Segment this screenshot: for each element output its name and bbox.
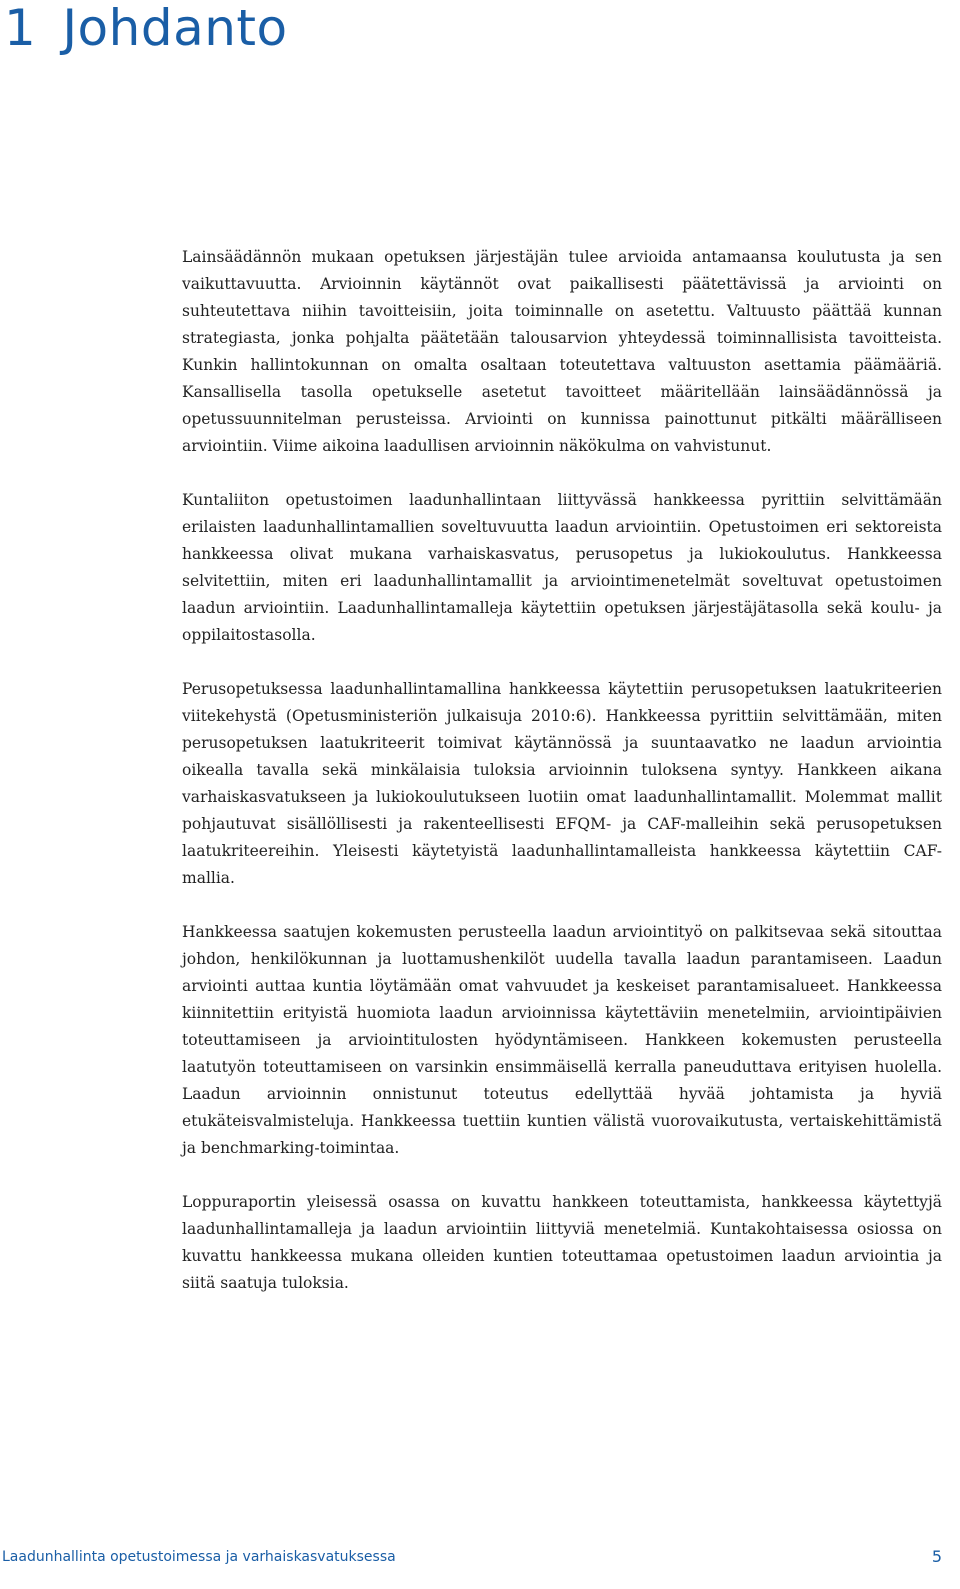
paragraph-1: Lainsäädännön mukaan opetuksen järjestäjän tulee arvioida antamaansa koulutusta ja sen vaikuttavuutta. Arvioinnin käytännöt ovat paikallisesti päätettävissä ja arviointi on suhteutettava niihin tavoitteisiin, joita toiminnalle on asetettu. Valtuusto päättää kunnan strategiasta, jonka pohjalta päätetään talousarvion yhteydessä toiminnallisista tavoitteista. Kunkin hallintokunnan on omalta osaltaan toteutettava valtuuston asettamia päämääriä. Kansallisella tasolla opetukselle asetetut tavoitteet määritellään lainsäädännössä ja opetussuunnitelman perusteissa. Arviointi on kunnissa painottunut pitkälti määrälliseen arviointiin. Viime aikoina laadullisen arvioinnin näkökulma on vahvistunut. xyxy=(182,248,942,455)
page-number: 5 xyxy=(931,1547,942,1566)
chapter-heading xyxy=(4,0,288,56)
paragraph-5: Loppuraportin yleisessä osassa on kuvattu hankkeen toteuttamista, hankkeessa käytettyjä laadunhallintamalleja ja laadun arviointiin liittyviä menetelmiä. Kuntakohtaisessa osiossa on kuvattu hankkeessa mukana olleiden kuntien toteuttamaa opetustoimen laadun arviointia ja siitä saatuja tuloksia. xyxy=(182,1193,942,1292)
paragraph-4: Hankkeessa saatujen kokemusten perusteella laadun arviointityö on palkitsevaa sekä sitouttaa johdon, henkilökunnan ja luottamushenkilöt uudella tavalla laadun parantamiseen. Laadun arviointi auttaa kuntia löytämään omat vahvuudet ja keskeiset parantamisalueet. Hankkeessa kiinnitettiin erityistä huomiota laadun arvioinnissa käytettäviin menetelmiin, arviointipäivien toteuttamiseen ja arviointitulosten hyödyntämiseen. Hankkeen kokemusten perusteella laatutyön toteuttamiseen on varsinkin ensimmäisellä kerralla paneuduttava erityisen huolella. Laadun arvioinnin onnistunut toteutus edellyttää hyvää johtamista ja hyviä etukäteisvalmisteluja. Hankkeessa tuettiin kuntien välistä vuorovaikutusta, vertaiskehittämistä ja benchmarking-toimintaa. xyxy=(182,923,942,1157)
body-text xyxy=(182,244,942,1324)
chapter-number: 1 xyxy=(4,0,37,57)
footer-title: Laadunhallinta opetustoimessa ja varhaiskasvatuksessa xyxy=(2,1549,396,1565)
paragraph-2: Kuntaliiton opetustoimen laadunhallintaan liittyvässä hankkeessa pyrittiin selvittämään erilaisten laadunhallintamallien soveltuvuutta laadun arviointiin. Opetustoimen eri sektoreista hankkeessa olivat mukana varhaiskasvatus, perusopetus ja lukiokoulutus. Hankkeessa selvitettiin, miten eri laadunhallintamallit ja arviointimenetelmät soveltuvat opetustoimen laadun arviointiin. Laadunhallintamalleja käytettiin opetuksen järjestäjätasolla sekä koulu- ja oppilaitostasolla. xyxy=(182,491,942,644)
page-footer xyxy=(0,1544,942,1570)
paragraph-3: Perusopetuksessa laadunhallintamallina hankkeessa käytettiin perusopetuksen laatukriteerien viitekehystä (Opetusministeriön julkaisuja 2010:6). Hankkeessa pyrittiin selvittämään, miten perusopetuksen laatukriteerit toimivat käytännössä ja suuntaavatko ne laadun arviointia oikealla tavalla sekä minkälaisia tuloksia arvioinnin tuloksena syntyy. Hankkeen aikana varhaiskasvatukseen ja lukiokoulutukseen luotiin omat laadunhallintamallit. Molemmat mallit pohjautuvat sisällöllisesti ja rakenteellisesti EFQM- ja CAF-malleihin sekä perusopetuksen laatukriteereihin. Yleisesti käytetyistä laadunhallintamalleista hankkeessa käytettiin CAF-mallia. xyxy=(182,680,942,887)
chapter-title: Johdanto xyxy=(62,0,288,57)
